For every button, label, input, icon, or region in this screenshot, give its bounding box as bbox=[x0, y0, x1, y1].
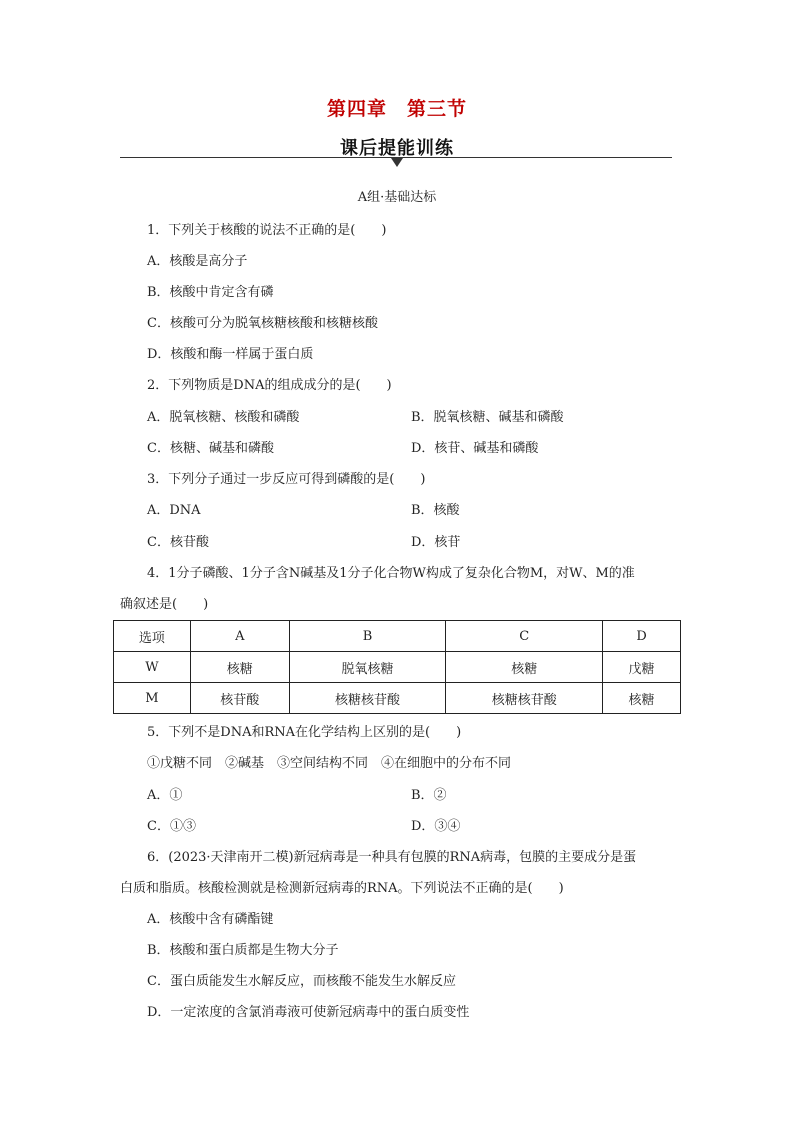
table-cell: 核糖 bbox=[446, 652, 603, 683]
q1-option-a: A．核酸是高分子 bbox=[147, 254, 248, 269]
table-cell: M bbox=[114, 683, 191, 714]
q5-option-d: D．③④ bbox=[411, 819, 461, 834]
q3-option-b: B．核酸 bbox=[411, 503, 460, 518]
q4-options-table bbox=[113, 620, 681, 714]
q6-option-b: B．核酸和蛋白质都是生物大分子 bbox=[147, 943, 339, 958]
q1-option-b: B．核酸中肯定含有磷 bbox=[147, 285, 274, 300]
table-cell: 核苷酸 bbox=[190, 683, 289, 714]
table-cell: 核糖核苷酸 bbox=[446, 683, 603, 714]
table-cell: D bbox=[603, 621, 681, 652]
q2-option-b: B．脱氧核糖、碱基和磷酸 bbox=[411, 410, 564, 425]
q3-stem: 3．下列分子通过一步反应可得到磷酸的是( ) bbox=[147, 472, 426, 487]
q3-option-c: C．核苷酸 bbox=[147, 535, 209, 550]
chapter-title: 第四章 第三节 bbox=[326, 98, 467, 120]
q5-option-c: C．①③ bbox=[147, 819, 196, 834]
q5-option-a: A．① bbox=[147, 788, 183, 803]
section-title: A组·基础达标 bbox=[357, 190, 437, 205]
q2-option-d: D．核苷、碱基和磷酸 bbox=[411, 441, 539, 456]
table-cell: 脱氧核糖 bbox=[289, 652, 446, 683]
table-cell: C bbox=[446, 621, 603, 652]
table-cell: 选项 bbox=[114, 621, 191, 652]
q1-stem: 1．下列关于核酸的说法不正确的是( ) bbox=[147, 223, 387, 238]
q1-option-d: D．核酸和酶一样属于蛋白质 bbox=[147, 347, 314, 362]
q5-stem: 5．下列不是DNA和RNA在化学结构上区别的是( ) bbox=[147, 725, 462, 740]
table-row-w bbox=[114, 652, 681, 683]
table-cell: 戊糖 bbox=[603, 652, 681, 683]
q6-stem-line2: 白质和脂质。核酸检测就是检测新冠病毒的RNA。下列说法不正确的是( ) bbox=[120, 881, 564, 896]
page-subtitle: 课后提能训练 bbox=[340, 138, 454, 159]
q5-statements: ①戊糖不同 ②碱基 ③空间结构不同 ④在细胞中的分布不同 bbox=[147, 756, 512, 771]
q6-option-a: A．核酸中含有磷酯键 bbox=[147, 912, 274, 927]
q2-option-c: C．核糖、碱基和磷酸 bbox=[147, 441, 274, 456]
q3-option-a: A．DNA bbox=[147, 503, 201, 518]
table-cell: A bbox=[190, 621, 289, 652]
q5-option-b: B．② bbox=[411, 788, 447, 803]
q6-stem-line1: 6．(2023·天津南开二模)新冠病毒是一种具有包膜的RNA病毒，包膜的主要成分是蛋 bbox=[147, 850, 637, 865]
q4-stem-line2: 确叙述是( ) bbox=[120, 597, 209, 612]
table-header-row bbox=[114, 621, 681, 652]
q2-option-a: A．脱氧核糖、核酸和磷酸 bbox=[147, 410, 300, 425]
divider-triangle-icon bbox=[391, 158, 403, 167]
table-cell: 核糖核苷酸 bbox=[289, 683, 446, 714]
q1-option-c: C．核酸可分为脱氧核糖核酸和核糖核酸 bbox=[147, 316, 378, 331]
q4-stem-line1: 4．1分子磷酸、1分子含N碱基及1分子化合物W构成了复杂化合物M，对W、M的准 bbox=[147, 566, 635, 581]
q3-option-d: D．核苷 bbox=[411, 535, 461, 550]
table-cell: 核糖 bbox=[190, 652, 289, 683]
table-cell: 核糖 bbox=[603, 683, 681, 714]
table-cell: W bbox=[114, 652, 191, 683]
q6-option-d: D．一定浓度的含氯消毒液可使新冠病毒中的蛋白质变性 bbox=[147, 1005, 470, 1020]
q2-stem: 2．下列物质是DNA的组成成分的是( ) bbox=[147, 378, 392, 393]
table-cell: B bbox=[289, 621, 446, 652]
q6-option-c: C．蛋白质能发生水解反应，而核酸不能发生水解反应 bbox=[147, 974, 456, 989]
table-row-m bbox=[114, 683, 681, 714]
